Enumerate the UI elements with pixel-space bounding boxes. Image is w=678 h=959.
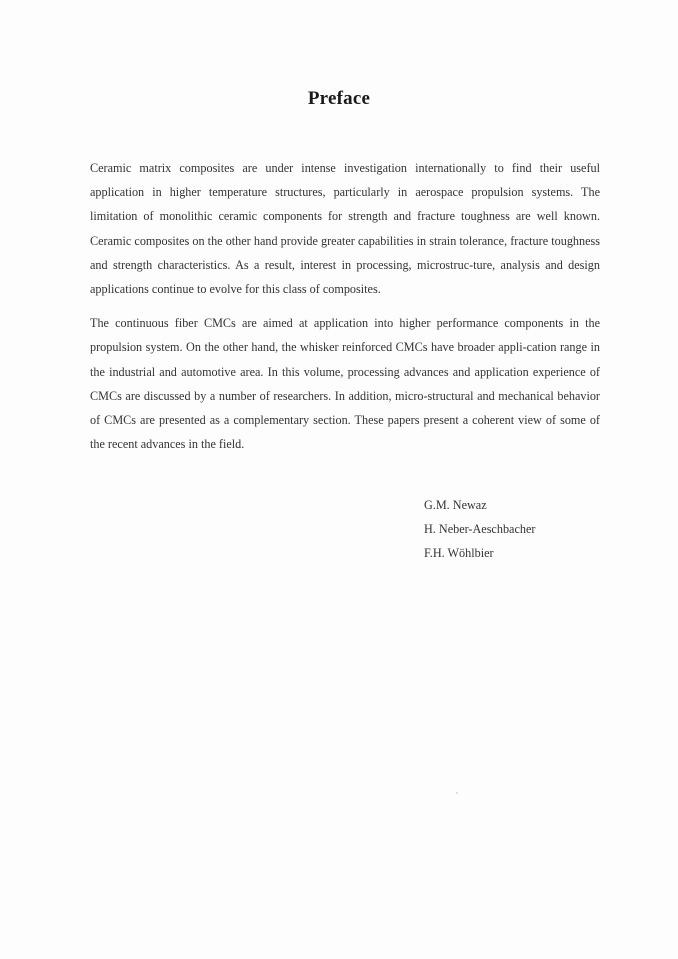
page-title: Preface — [307, 88, 371, 109]
editor-name: G.M. Newaz — [424, 498, 487, 512]
editor-name: H. Neber-Aeschbacher — [424, 522, 536, 536]
scan-speck — [456, 792, 458, 794]
editor-signatures — [424, 493, 535, 565]
paragraph-2: The continuous fiber CMCs are aimed at application into higher performance components in the propulsion system. On the other hand, the whisker reinforced CMCs have broader appli-cation range in the industrial and automotive area. In this volume, processing advances and application experience of CMCs are discussed by a number of researchers. In addition, micro-structural and mechanical behavior of CMCs are presented as a complementary section. These papers present a coherent view of some of the recent advances in the field. — [90, 316, 600, 452]
preface-body — [90, 156, 600, 456]
editor-name: F.H. Wöhlbier — [424, 546, 494, 560]
paragraph-1: Ceramic matrix composites are under intense investigation internationally to find their useful application in higher temperature structures, particularly in aerospace propulsion systems. The limitation of monolithic ceramic components for strength and fracture toughness are well known. Ceramic composites on the other hand provide greater capabilities in strain tolerance, fracture toughness and strength characteristics. As a result, interest in processing, microstruc-ture, analysis and design applications continue to evolve for this class of composites. — [90, 161, 600, 297]
